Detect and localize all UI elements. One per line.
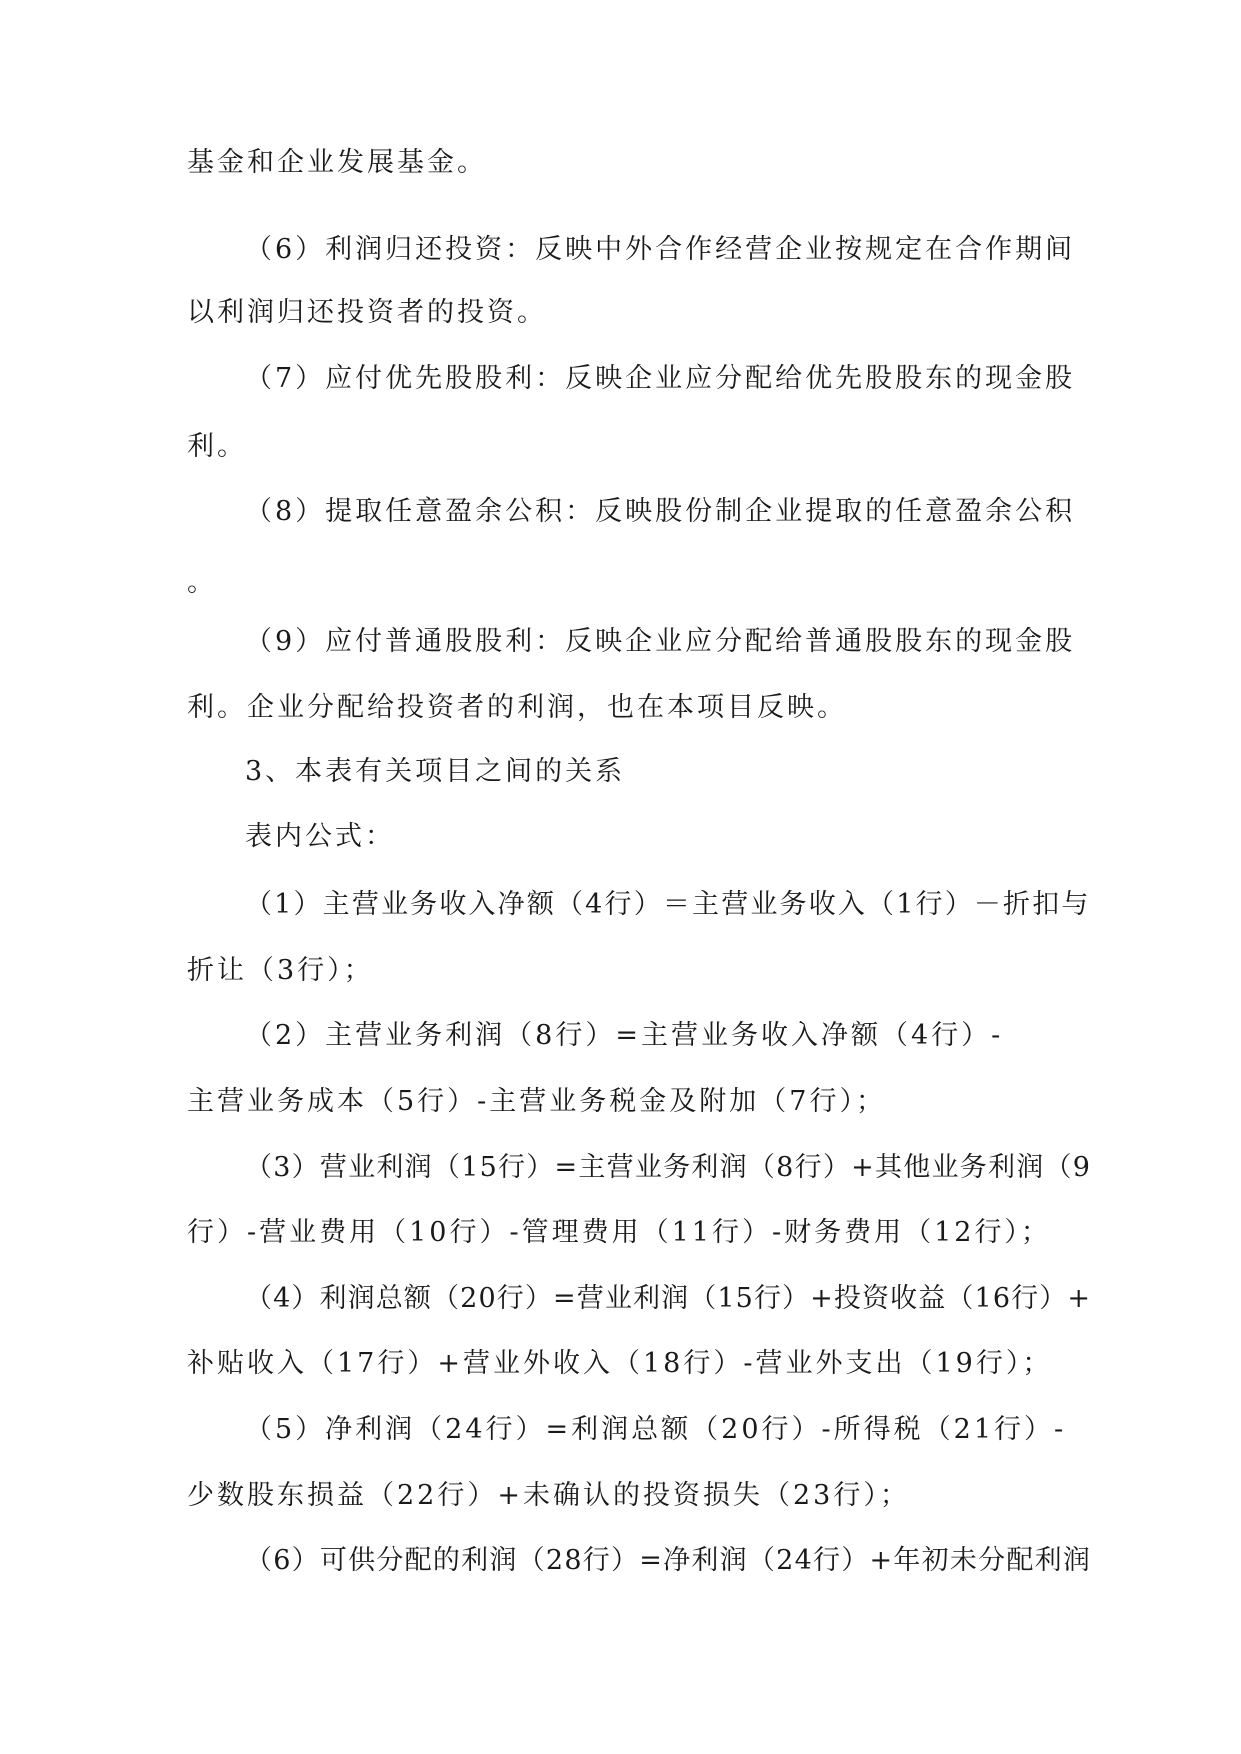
text-line: 基金和企业发展基金。 — [187, 147, 487, 178]
formula-line: （6）可供分配的利润（28行）=净利润（24行）+年初未分配利润 — [245, 1545, 1092, 1576]
formula-line: 主营业务成本（5行）-主营业务税金及附加（7行）； — [187, 1086, 886, 1117]
formula-line: （5）净利润（24行）=利润总额（20行）-所得税（21行）- — [245, 1414, 1067, 1445]
formula-line: （1）主营业务收入净额（4行）＝主营业务收入（1行）－折扣与 — [245, 889, 1091, 920]
text-line: 以利润归还投资者的投资。 — [187, 297, 547, 328]
text-line: （7）应付优先股股利：反映企业应分配给优先股股东的现金股 — [245, 363, 1076, 394]
text-line: 利。 — [187, 431, 247, 462]
text-line: （9）应付普通股股利：反映企业应分配给普通股股东的现金股 — [245, 626, 1076, 657]
formula-line: （2）主营业务利润（8行）=主营业务收入净额（4行）- — [245, 1020, 1004, 1051]
formula-line: 折让（3行）； — [187, 955, 374, 986]
formula-line: 补贴收入（17行）+营业外收入（18行）-营业外支出（19行）； — [187, 1348, 1053, 1379]
text-line: 利。企业分配给投资者的利润，也在本项目反映。 — [187, 692, 847, 723]
text-line: （8）提取任意盈余公积：反映股份制企业提取的任意盈余公积 — [245, 496, 1076, 527]
formula-line: （4）利润总额（20行）=营业利润（15行）+投资收益（16行）+ — [245, 1283, 1092, 1314]
formula-line: 行）-营业费用（10行）-管理费用（11行）-财务费用（12行）； — [187, 1217, 1051, 1248]
formula-line: （3）营业利润（15行）=主营业务利润（8行）+其他业务利润（9 — [245, 1152, 1092, 1183]
formula-line: 少数股东损益（22行）+未确认的投资损失（23行）； — [187, 1480, 910, 1511]
text-line: （6）利润归还投资：反映中外合作经营企业按规定在合作期间 — [245, 234, 1076, 265]
text-line: 表内公式： — [245, 821, 395, 852]
section-heading: 3、本表有关项目之间的关系 — [245, 756, 626, 787]
text-line: 。 — [187, 567, 217, 598]
